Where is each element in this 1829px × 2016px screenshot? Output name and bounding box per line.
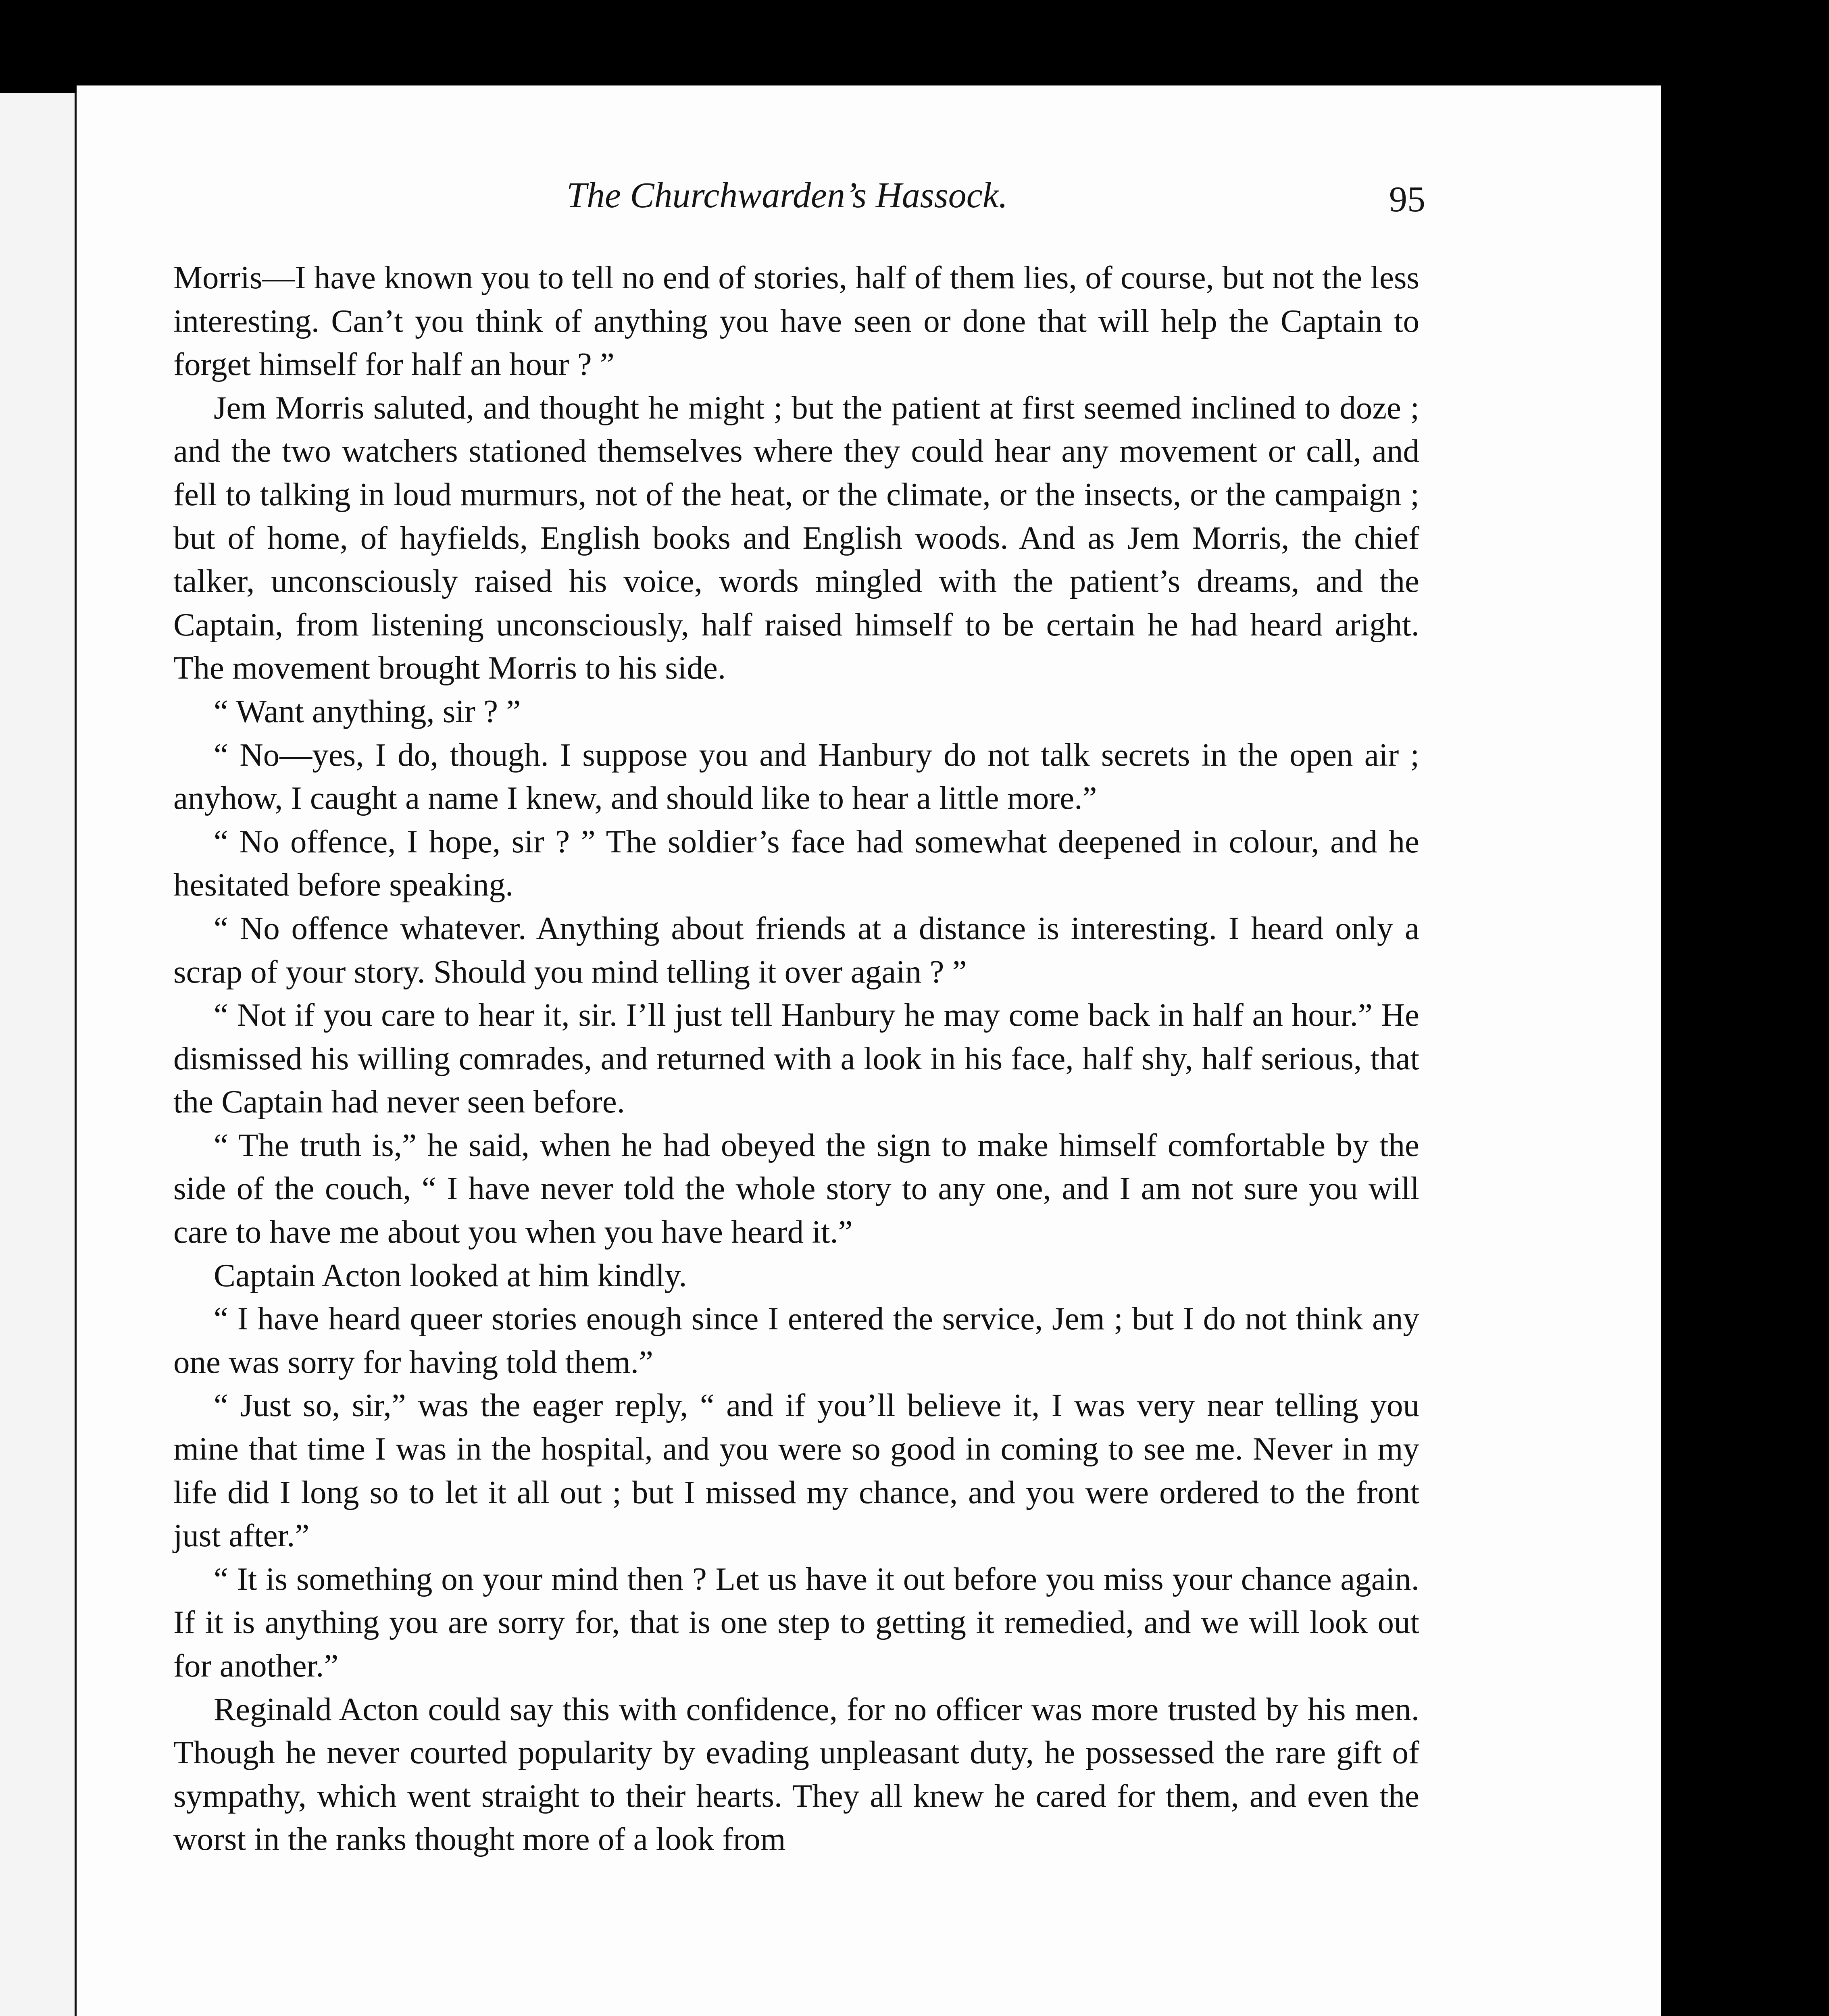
running-head: [494, 167, 1425, 236]
paragraph: “ Not if you care to hear it, sir. I’ll just tell Hanbury he may come back in half an hour.” He dismissed his willing comrades, and returned with a look in his face, half shy, half serious, that the Captain had never seen before.: [173, 997, 1419, 1120]
body-text: [173, 256, 1419, 1861]
previous-page-edge: [0, 93, 85, 2016]
paragraph: “ No—yes, I do, though. I suppose you and Hanbury do not talk secrets in the open air ; anyhow, I caught a name I knew, and should like to hear a little more.”: [173, 736, 1419, 816]
paragraph: “ Want anything, sir ? ”: [214, 693, 521, 729]
paragraph: “ No offence whatever. Anything about friends at a distance is interesting. I heard only a scrap of your story. Should you mind telling it over again ? ”: [173, 910, 1419, 990]
paragraph: “ No offence, I hope, sir ? ” The soldier’s face had somewhat deepened in colour, and he hesitated before speaking.: [173, 823, 1419, 903]
running-title: The Churchwarden’s Hassock.: [567, 175, 1008, 215]
paragraph: “ I have heard queer stories enough since I entered the service, Jem ; but I do not think any one was sorry for having told them.”: [173, 1300, 1419, 1380]
paragraph: “ It is something on your mind then ? Let us have it out before you miss your chance again. If it is anything you are sorry for, that is one step to getting it remedied, and we will look out for another.”: [173, 1560, 1419, 1684]
paragraph: “ The truth is,” he said, when he had obeyed the sign to make himself comfortable by the side of the couch, “ I have never told the whole story to any one, and I am not sure you will care to have me about you when you have heard it.”: [173, 1127, 1419, 1250]
paragraph: “ Just so, sir,” was the eager reply, “ and if you’ll believe it, I was very near telling you mine that time I was in the hospital, and you were so good in coming to see me. Never in my life did I long so to let it all out ; but I missed my chance, and you were ordered to the front just after.”: [173, 1387, 1419, 1554]
paragraph-continued: Morris—I have known you to tell no end of stories, half of them lies, of course, but not the less interesting. Can’t you think of anything you have seen or done that will help the Captain to forget himself for half an hour ? ”: [173, 259, 1419, 383]
page-number: 95: [1389, 179, 1425, 219]
paragraph: Jem Morris saluted, and thought he might ; but the patient at first seemed inclined to doze ; and the two watchers stationed themselves where they could hear any movement or call, and fell to talking in loud murmurs, not of the heat, or the climate, or the insects, or the campaign ; but of home, of hayfields, English books and English woods. And as Jem Morris, the chief talker, unconsciously raised his voice, words mingled with the patient’s dreams, and the Captain, from listening unconsciously, half raised himself to be certain he had heard aright. The movement brought Morris to his side.: [173, 389, 1419, 686]
paragraph: Reginald Acton could say this with confidence, for no officer was more trusted by his men. Though he never courted popularity by evading unpleasant duty, he possessed the rare gift of sympathy, which went straight to their hearts. They all knew he cared for them, and even the worst in the ranks thought more of a look from: [173, 1691, 1419, 1858]
paragraph: Captain Acton looked at him kindly.: [214, 1257, 687, 1293]
